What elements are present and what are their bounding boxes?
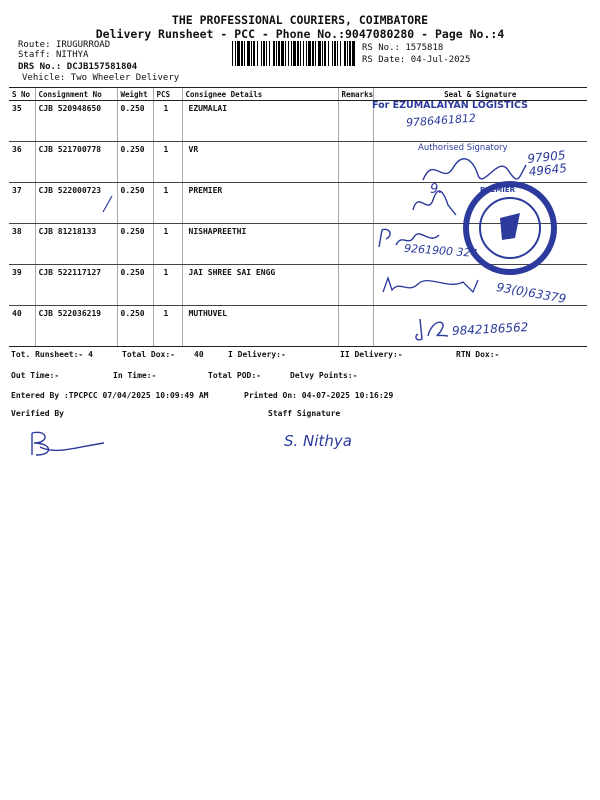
handwritten-date-mark: 9. bbox=[430, 182, 443, 197]
col-weight: Weight bbox=[117, 88, 153, 101]
table-row bbox=[9, 183, 587, 224]
row-sno: 37 bbox=[9, 183, 35, 224]
row-seal bbox=[373, 183, 587, 224]
row-pcs: 1 bbox=[153, 265, 182, 306]
entered-by: Entered By :TPCPCC 07/04/2025 10:09:49 AM bbox=[11, 391, 209, 400]
delvy-points: Delvy Points:- bbox=[290, 371, 358, 380]
row-sno: 39 bbox=[9, 265, 35, 306]
row-pcs: 1 bbox=[153, 183, 182, 224]
row-remarks bbox=[338, 224, 373, 265]
row-seal bbox=[373, 142, 587, 183]
runsheet-table bbox=[9, 87, 587, 347]
row-sno: 40 bbox=[9, 306, 35, 347]
col-pcs: PCS bbox=[153, 88, 182, 101]
verified-by-label: Verified By bbox=[11, 409, 64, 418]
row-pcs: 1 bbox=[153, 101, 182, 142]
col-remarks: Remarks bbox=[338, 88, 373, 101]
handwritten-phone-2: 97905 49645 bbox=[526, 148, 568, 179]
drs-value: DCJB157581804 bbox=[66, 62, 138, 72]
row-seal bbox=[373, 224, 587, 265]
rs-no-line bbox=[362, 43, 443, 53]
rtn-dox: RTN Dox:- bbox=[456, 350, 500, 359]
row-seal bbox=[373, 101, 587, 142]
rs-date-label: RS Date: bbox=[362, 55, 406, 65]
ii-delivery: II Delivery:- bbox=[340, 350, 403, 359]
staff-handwritten-signature: S. Nithya bbox=[284, 432, 352, 450]
handwritten-phone-4: 9261900 324 bbox=[403, 241, 478, 260]
row-consignee: NISHAPREETHI bbox=[182, 224, 338, 265]
document-title: THE PROFESSIONAL COURIERS, COIMBATORE bbox=[171, 13, 429, 27]
row-weight: 0.250 bbox=[117, 142, 153, 183]
row-pcs: 1 bbox=[153, 142, 182, 183]
row-consignment: CJB 520948650 bbox=[35, 101, 117, 142]
rs-no-label: RS No.: bbox=[362, 43, 400, 53]
row-weight: 0.250 bbox=[117, 183, 153, 224]
col-seal: Seal & Signature bbox=[373, 88, 587, 101]
col-consignment: Consignment No bbox=[35, 88, 117, 101]
in-time: In Time:- bbox=[113, 371, 157, 380]
row-consignee: JAI SHREE SAI ENGG bbox=[182, 265, 338, 306]
row-pcs: 1 bbox=[153, 306, 182, 347]
handwritten-phone-1: 9786461812 bbox=[405, 111, 477, 130]
stamp-text: PREMIER bbox=[480, 186, 516, 194]
row-weight: 0.250 bbox=[117, 224, 153, 265]
table-row bbox=[9, 224, 587, 265]
row-weight: 0.250 bbox=[117, 265, 153, 306]
rs-date-value: 04-Jul-2025 bbox=[410, 55, 471, 65]
col-consignee: Consignee Details bbox=[182, 88, 338, 101]
out-time: Out Time:- bbox=[11, 371, 60, 380]
vehicle-label: Vehicle: bbox=[22, 73, 66, 83]
handwritten-phone-6: 9842186562 bbox=[451, 320, 529, 338]
handwritten-phone-5: 93(0)63379 bbox=[495, 279, 568, 307]
staff-signature-label: Staff Signature bbox=[268, 409, 341, 418]
row-consignee: VR bbox=[182, 142, 338, 183]
staff-line bbox=[18, 50, 88, 60]
tot-runsheet: Tot. Runsheet:- 4 bbox=[11, 350, 93, 359]
total-dox-label: Total Dox:- bbox=[122, 350, 175, 359]
row-sno: 35 bbox=[9, 101, 35, 142]
seal-text-1: For EZUMALAIYAN LOGISTICS bbox=[372, 100, 529, 111]
table-header-row bbox=[9, 88, 587, 101]
row-weight: 0.250 bbox=[117, 306, 153, 347]
row-pcs: 1 bbox=[153, 224, 182, 265]
document-subtitle: Delivery Runsheet - PCC - Phone No.:9047080280 - Page No.:4 bbox=[95, 27, 505, 41]
row-weight: 0.250 bbox=[117, 101, 153, 142]
row-consignment: CJB 522117127 bbox=[35, 265, 117, 306]
row-seal bbox=[373, 265, 587, 306]
staff-label: Staff: bbox=[18, 50, 51, 60]
vehicle-line bbox=[22, 73, 179, 83]
drs-line bbox=[18, 62, 137, 72]
vehicle-value: Two Wheeler Delivery bbox=[70, 73, 180, 83]
col-sno: S No bbox=[9, 88, 35, 101]
row-consignment: CJB 522000723 bbox=[35, 183, 117, 224]
row-remarks bbox=[338, 142, 373, 183]
row-consignee: PREMIER bbox=[182, 183, 338, 224]
table-row bbox=[9, 265, 587, 306]
row-remarks bbox=[338, 183, 373, 224]
drs-label: DRS No.: bbox=[18, 62, 62, 72]
rs-no-value: 1575818 bbox=[405, 43, 444, 53]
row-remarks bbox=[338, 306, 373, 347]
row-sno: 36 bbox=[9, 142, 35, 183]
row-consignee: MUTHUVEL bbox=[182, 306, 338, 347]
row-remarks bbox=[338, 265, 373, 306]
rs-date-line bbox=[362, 55, 470, 65]
staff-value: NITHYA bbox=[55, 50, 89, 60]
row-sno: 38 bbox=[9, 224, 35, 265]
route-label: Route: bbox=[18, 40, 51, 50]
row-consignment: CJB 521700778 bbox=[35, 142, 117, 183]
authorised-signatory-text: Authorised Signatory bbox=[418, 143, 508, 153]
printed-on: Printed On: 04-07-2025 10:16:29 bbox=[244, 391, 394, 400]
table-row bbox=[9, 306, 587, 347]
row-seal bbox=[373, 306, 587, 347]
total-dox-value: 40 bbox=[194, 350, 204, 359]
table-row bbox=[9, 142, 587, 183]
verified-signature bbox=[26, 425, 106, 460]
row-consignee: EZUMALAI bbox=[182, 101, 338, 142]
row-remarks bbox=[338, 101, 373, 142]
i-delivery: I Delivery:- bbox=[228, 350, 286, 359]
table-row bbox=[9, 101, 587, 142]
row-consignment: CJB 81218133 bbox=[35, 224, 117, 265]
total-pod: Total POD:- bbox=[208, 371, 261, 380]
row-consignment: CJB 522036219 bbox=[35, 306, 117, 347]
route-line bbox=[18, 40, 110, 50]
route-value: IRUGURROAD bbox=[55, 40, 111, 50]
barcode bbox=[232, 41, 356, 66]
